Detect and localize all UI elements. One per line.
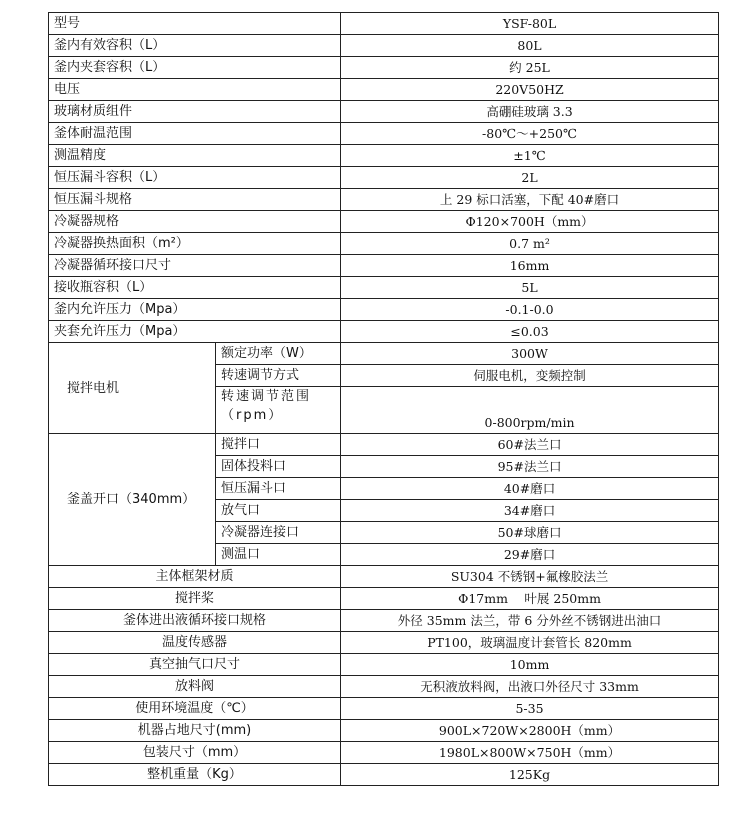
row-value: 1980L×800W×750H（mm） [341,742,719,764]
table-row [49,35,719,57]
table-row [49,588,719,610]
lid-group-label: 釜盖开口（340mm） [49,434,216,566]
row-label: 冷凝器换热面积（m²） [49,233,341,255]
row-value: 10mm [341,654,719,676]
sub-row-label: 固体投料口 [216,456,341,478]
row-label: 真空抽气口尺寸 [49,654,341,676]
table-row [49,321,719,343]
row-value: -80℃～+250℃ [341,123,719,145]
row-value: Φ17mm 叶展 250mm [341,588,719,610]
row-value: 5-35 [341,698,719,720]
row-label: 机器占地尺寸(mm) [49,720,341,742]
row-value: SU304 不锈钢+氟橡胶法兰 [341,566,719,588]
row-label: 电压 [49,79,341,101]
table-row [49,189,719,211]
row-label: 使用环境温度（℃） [49,698,341,720]
row-label: 釜体进出液循环接口规格 [49,610,341,632]
table-row [49,79,719,101]
sub-row-label: 放气口 [216,500,341,522]
table-row [49,698,719,720]
table-row [49,255,719,277]
row-label: 釜内允许压力（Mpa） [49,299,341,321]
row-label: 恒压漏斗规格 [49,189,341,211]
table-row [49,277,719,299]
sub-row-value: 0-800rpm/min [341,387,719,434]
row-label: 夹套允许压力（Mpa） [49,321,341,343]
row-label: 玻璃材质组件 [49,101,341,123]
row-label: 型号 [49,13,341,35]
row-value: -0.1-0.0 [341,299,719,321]
row-value: YSF-80L [341,13,719,35]
sub-row-value: 34#磨口 [341,500,719,522]
row-value: 5L [341,277,719,299]
row-label: 测温精度 [49,145,341,167]
table-row [49,654,719,676]
sub-row-label: 恒压漏斗口 [216,478,341,500]
row-value: PT100，玻璃温度计套管长 820mm [341,632,719,654]
row-value: 900L×720W×2800H（mm） [341,720,719,742]
sub-row-value: 伺服电机，变频控制 [341,365,719,387]
table-row [49,632,719,654]
table-row [49,211,719,233]
table-row [49,233,719,255]
table-row [49,764,719,786]
sub-row-label: 冷凝器连接口 [216,522,341,544]
row-label: 接收瓶容积（L） [49,277,341,299]
row-label: 整机重量（Kg） [49,764,341,786]
row-label: 温度传感器 [49,632,341,654]
sub-row-label: 转速调节方式 [216,365,341,387]
sub-row-label: 额定功率（W） [216,343,341,365]
table-row [49,167,719,189]
spec-table [48,12,719,786]
row-value: Φ120×700H（mm） [341,211,719,233]
row-value: 0.7 m² [341,233,719,255]
row-value: 高硼硅玻璃 3.3 [341,101,719,123]
row-value: ≤0.03 [341,321,719,343]
table-row [49,720,719,742]
table-row [49,299,719,321]
row-value: 220V50HZ [341,79,719,101]
row-value: 80L [341,35,719,57]
table-row [49,101,719,123]
row-label: 冷凝器循环接口尺寸 [49,255,341,277]
sub-row-value: 60#法兰口 [341,434,719,456]
table-row [49,676,719,698]
row-label: 冷凝器规格 [49,211,341,233]
table-row [49,343,719,365]
table-row [49,566,719,588]
row-label: 放料阀 [49,676,341,698]
row-value: 外径 35mm 法兰，带 6 分外丝不锈钢进出油口 [341,610,719,632]
spec-table-body [49,13,719,786]
row-label: 主体框架材质 [49,566,341,588]
sub-row-label: 测温口 [216,544,341,566]
row-label: 釜体耐温范围 [49,123,341,145]
row-label: 釜内夹套容积（L） [49,57,341,79]
sub-row-value: 95#法兰口 [341,456,719,478]
row-value: 约 25L [341,57,719,79]
table-row [49,610,719,632]
table-row [49,434,719,456]
row-value: 2L [341,167,719,189]
table-row [49,57,719,79]
row-label: 包装尺寸（mm） [49,742,341,764]
row-label: 恒压漏斗容积（L） [49,167,341,189]
row-label: 搅拌桨 [49,588,341,610]
row-value: 16mm [341,255,719,277]
row-label: 釜内有效容积（L） [49,35,341,57]
row-value: 上 29 标口活塞，下配 40#磨口 [341,189,719,211]
row-value: ±1℃ [341,145,719,167]
sub-row-value: 40#磨口 [341,478,719,500]
sub-row-value: 29#磨口 [341,544,719,566]
table-row [49,123,719,145]
sub-row-label: 转速调节范围（rpm） [216,387,341,434]
motor-group-label: 搅拌电机 [49,343,216,434]
row-value: 无积液放料阀，出液口外径尺寸 33mm [341,676,719,698]
sub-row-label: 搅拌口 [216,434,341,456]
sub-row-value: 50#球磨口 [341,522,719,544]
row-value: 125Kg [341,764,719,786]
sub-row-value: 300W [341,343,719,365]
table-row [49,742,719,764]
table-row [49,145,719,167]
table-row [49,13,719,35]
